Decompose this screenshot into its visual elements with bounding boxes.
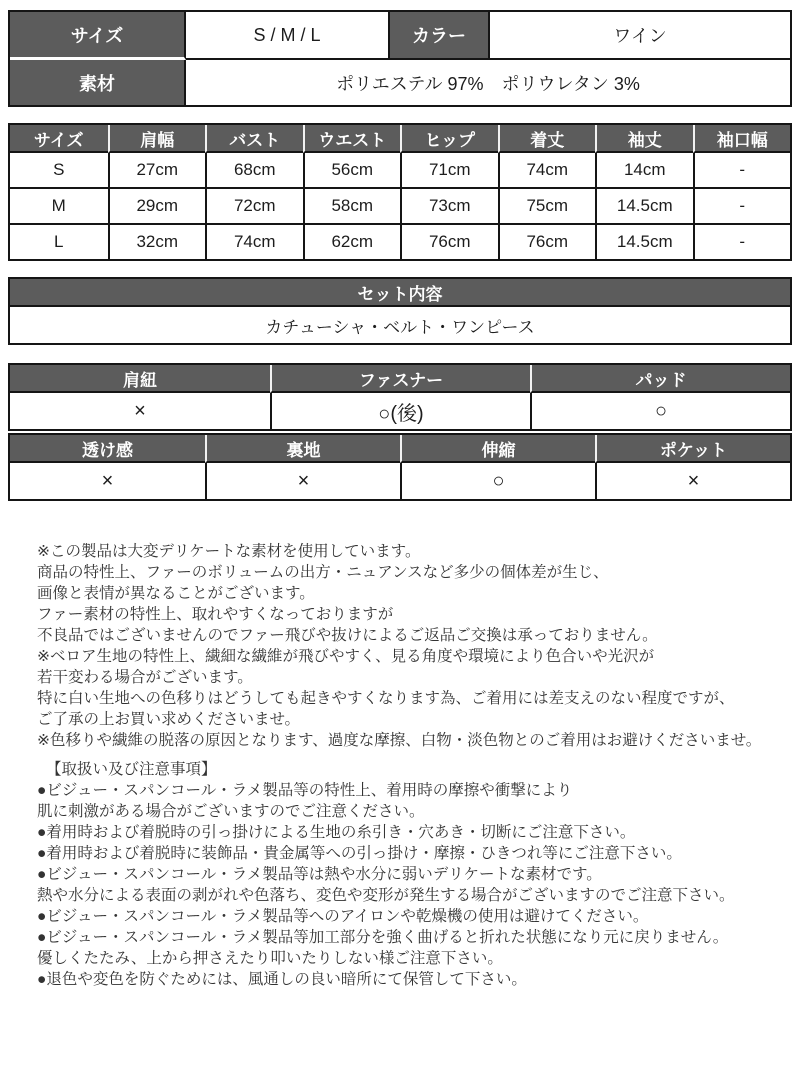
features-table-1 — [8, 363, 792, 431]
feature-value: × — [101, 469, 114, 492]
feature-value: ○ — [530, 393, 790, 429]
text-line: ※ベロア生地の特性上、繊細な繊維が飛びやすく、見る角度や環境により色合いや光沢が — [37, 648, 655, 665]
table-cell: S — [10, 153, 108, 189]
table-cell: L — [54, 232, 64, 251]
table-cell: 74cm — [205, 225, 303, 259]
features-header-row — [10, 435, 790, 463]
color-value: ワイン — [490, 12, 790, 60]
text-line: ●着用時および着脱時の引っ掛けによる生地の糸引き・穴あき・切断にご注意下さい。 — [37, 824, 636, 841]
table-cell: 76cm — [498, 225, 596, 259]
set-contents-header: セット内容 — [10, 279, 790, 307]
table-cell: 73cm — [400, 189, 498, 225]
feature-value: ○ — [400, 463, 595, 499]
text-line: 肌に刺激がある場合がございますのでご注意ください。 — [37, 803, 425, 820]
text-line: 商品の特性上、ファーのボリュームの出方・ニュアンスなど多少の個体差が生じ、 — [37, 564, 609, 581]
features-table-2 — [8, 433, 792, 501]
column-header: 伸縮 — [400, 435, 595, 463]
table-cell: 72cm — [205, 189, 303, 225]
column-header: ウエスト — [303, 125, 401, 153]
features-value-row — [10, 393, 790, 429]
set-contents-table — [8, 277, 792, 345]
column-header: サイズ — [10, 125, 108, 153]
features-value-row — [10, 463, 790, 499]
table-cell: 58cm — [303, 189, 401, 225]
text-line: ●ビジュー・スパンコール・ラメ製品等へのアイロンや乾燥機の使用は避けてください。 — [37, 908, 649, 925]
column-header: 透け感 — [10, 435, 205, 463]
size-value: S / M / L — [186, 12, 390, 60]
text-line: ※色移りや繊維の脱落の原因となります、過度な摩擦、白物・淡色物とのご着用はお避けくださいませ。 — [37, 732, 762, 749]
color-label: カラー — [390, 12, 490, 60]
handling-title: 【取扱い及び注意事項】 — [46, 761, 217, 778]
table-cell: - — [693, 225, 791, 259]
column-header: バスト — [205, 125, 303, 153]
column-header: 肩紐 — [10, 365, 270, 393]
text-line: ファー素材の特性上、取れやすくなっておりますが — [37, 606, 394, 623]
column-header: 袖口幅 — [693, 125, 791, 153]
column-header: 裏地 — [205, 435, 400, 463]
text-line: ●ビジュー・スパンコール・ラメ製品等の特性上、着用時の摩擦や衝撃により — [37, 782, 573, 799]
table-cell: 14.5cm — [595, 225, 693, 259]
text-line: ●ビジュー・スパンコール・ラメ製品等加工部分を強く曲げると折れた状態になり元に戻りません。 — [37, 929, 729, 946]
feature-value: × — [205, 463, 400, 499]
table-cell: 27cm — [108, 153, 206, 189]
table-cell: - — [693, 153, 791, 189]
column-header: ポケット — [595, 435, 790, 463]
text-line: 若干変わる場合がございます。 — [37, 669, 253, 686]
text-line: 優しくたたみ、上から押さえたり叩いたりしない様ご注意下さい。 — [37, 950, 503, 967]
table-cell: 62cm — [303, 225, 401, 259]
material-value: ポリエステル 97% ポリウレタン 3% — [336, 73, 640, 94]
features-header-row — [10, 365, 790, 393]
table-cell: 32cm — [108, 225, 206, 259]
text-line: ●着用時および着脱時に装飾品・貴金属等への引っ掛け・摩擦・ひきつれ等にご注意下さい。 — [37, 845, 682, 862]
text-line: 熱や水分による表面の剥がれや色落ち、変色や変形が発生する場合がございますのでご注意下さい。 — [37, 887, 735, 904]
handling-precautions — [37, 759, 786, 990]
size-label: サイズ — [10, 12, 186, 60]
column-header: パッド — [530, 365, 790, 393]
table-row-size-s — [10, 153, 790, 189]
table-cell: - — [693, 189, 791, 225]
column-header: 袖丈 — [595, 125, 693, 153]
text-line: 不良品ではございませんのでファー飛びや抜けによるご返品ご交換は承っておりません。 — [37, 627, 658, 644]
spec-summary-table — [8, 10, 792, 107]
material-label: 素材 — [10, 60, 186, 105]
feature-value: ○(後) — [270, 393, 530, 429]
text-line: ※この製品は大変デリケートな素材を使用しています。 — [37, 543, 421, 560]
column-header: ファスナー — [270, 365, 530, 393]
table-cell: 29cm — [108, 189, 206, 225]
table-cell: 68cm — [205, 153, 303, 189]
handling-lines — [37, 780, 786, 990]
column-header: ヒップ — [400, 125, 498, 153]
material-notes — [37, 541, 786, 751]
measurements-header-row — [10, 125, 790, 153]
table-cell: M — [10, 189, 108, 225]
column-header: 肩幅 — [108, 125, 206, 153]
text-line: 画像と表情が異なることがございます。 — [37, 585, 315, 602]
table-row-size-l — [10, 225, 790, 259]
table-cell: 14cm — [595, 153, 693, 189]
table-cell: 56cm — [303, 153, 401, 189]
table-cell: 75cm — [498, 189, 596, 225]
text-line: 特に白い生地への色移りはどうしても起きやすくなります為、ご着用には差支えのない程度ですが、 — [37, 690, 735, 707]
table-cell: 14.5cm — [595, 189, 693, 225]
table-cell: 71cm — [400, 153, 498, 189]
feature-value: × — [595, 463, 790, 499]
text-line: ●ビジュー・スパンコール・ラメ製品等は熱や水分に弱いデリケートな素材です。 — [37, 866, 602, 883]
set-contents-value: カチューシャ・ベルト・ワンピース — [265, 317, 535, 337]
measurements-table — [8, 123, 792, 261]
table-cell: 76cm — [400, 225, 498, 259]
text-line: ご了承の上お買い求めくださいませ。 — [37, 711, 301, 728]
table-row-size-m — [10, 189, 790, 225]
column-header: 着丈 — [498, 125, 596, 153]
feature-value: × — [134, 399, 146, 422]
text-line: ●退色や変色を防ぐためには、風通しの良い暗所にて保管して下さい。 — [37, 971, 527, 988]
table-cell: 74cm — [498, 153, 596, 189]
